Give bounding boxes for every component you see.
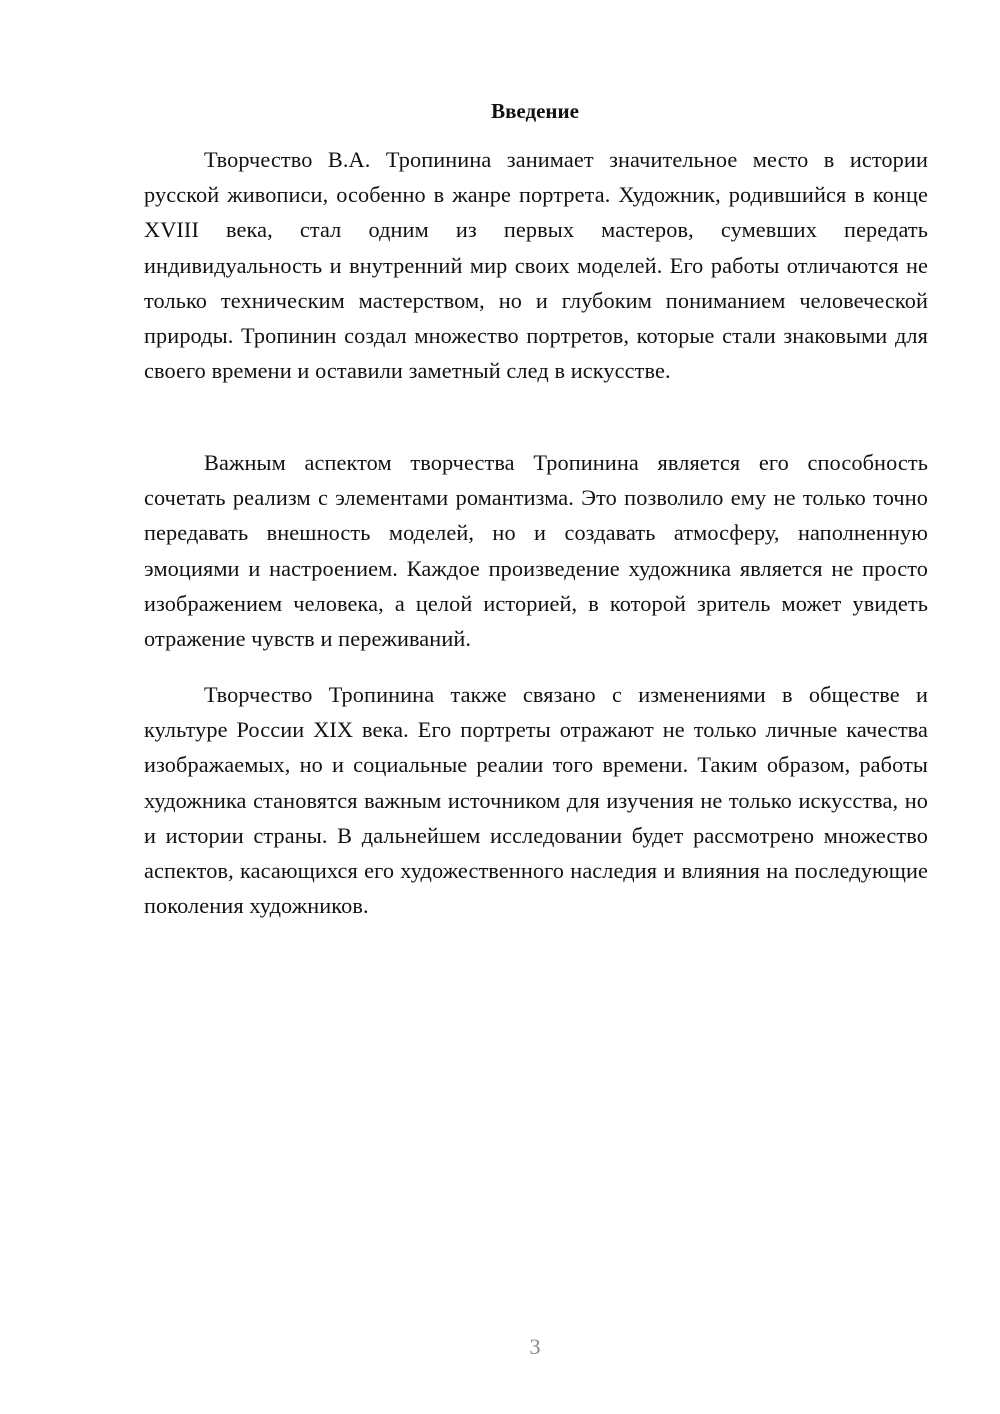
paragraph-1-container bbox=[144, 142, 928, 388]
paragraph-2: Важным аспектом творчества Тропинина является его способность сочетать реализм с элементами романтизма. Это позволило ему не только точно передавать внешность моделей, но и создавать атмосферу, наполненную эмоциями и настроением. Каждое произведение художника является не просто изображением человека, а целой историей, в которой зритель может увидеть отражение чувств и переживаний. bbox=[144, 450, 928, 652]
paragraph-1: Творчество В.А. Тропинина занимает значительное место в истории русской живописи, особенно в жанре портрета. Художник, родившийся в конце XVIII века, стал одним из первых мастеров, сумевших передать индивидуальность и внутренний мир своих моделей. Его работы отличаются не только техническим мастерством, но и глубоким пониманием человеческой природы. Тропинин создал множество портретов, которые стали знаковыми для своего времени и оставили заметный след в искусстве. bbox=[144, 147, 928, 384]
paragraph-3: Творчество Тропинина также связано с изменениями в обществе и культуре России XIX века. Его портреты отражают не только личные качества изображаемых, но и социальные реалии того времени. Таким образом, работы художника становятся важным источником для изучения не только искусства, но и истории страны. В дальнейшем исследовании будет рассмотрено множество аспектов, касающихся его художественного наследия и влияния на последующие поколения художников. bbox=[144, 682, 928, 919]
section-heading: Введение bbox=[491, 99, 579, 123]
page-number: 3 bbox=[529, 1334, 541, 1359]
paragraph-2-container bbox=[144, 445, 928, 656]
paragraph-3-container bbox=[144, 677, 928, 923]
